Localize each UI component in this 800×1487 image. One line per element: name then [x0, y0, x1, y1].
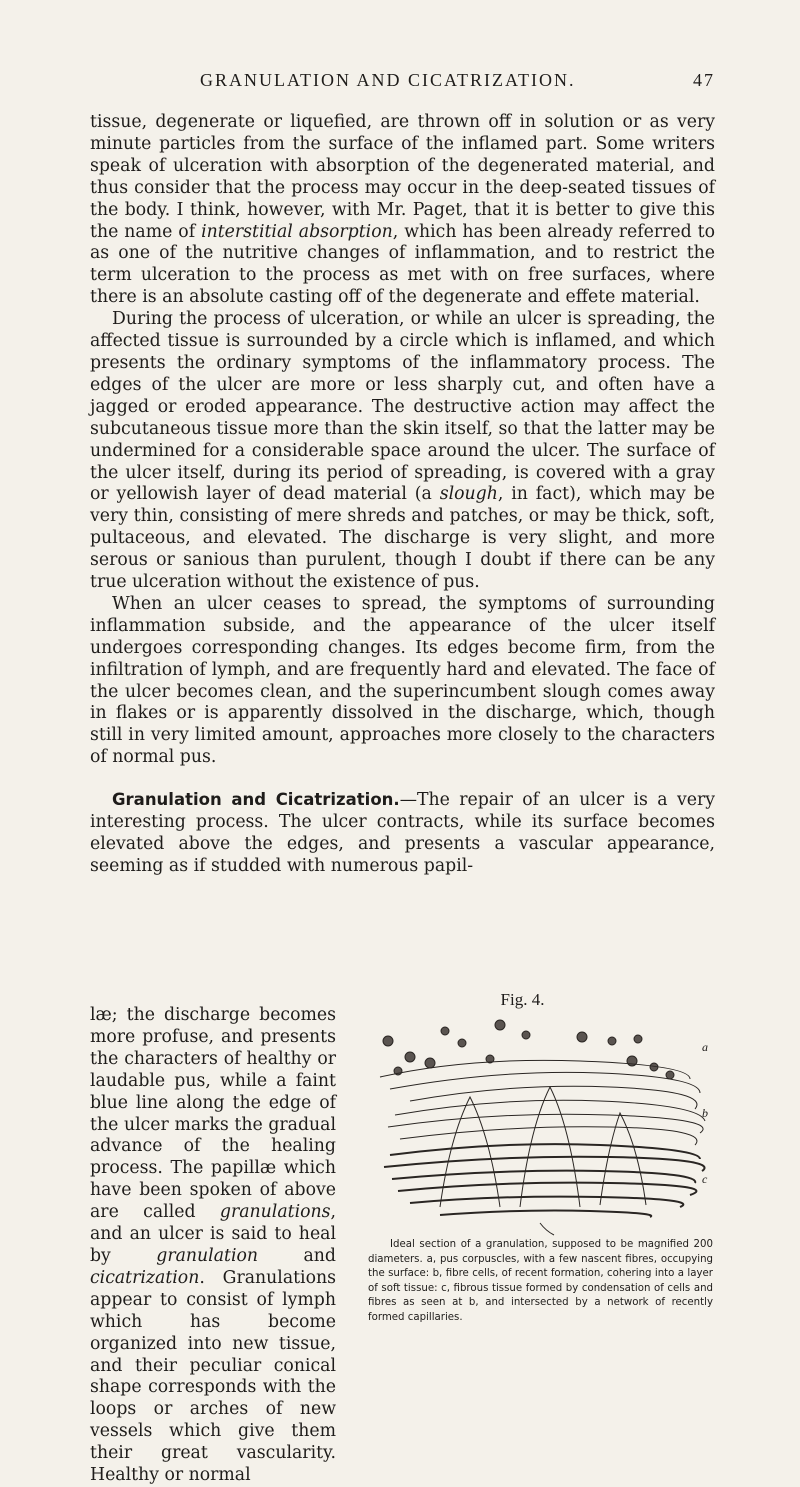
section-intro-text: —The repair of an ulcer is a very interesting process. The ulcer contracts, while its surface becomes elevated above the edges, and presents a vascular appearance, seeming as if studded with numerous papil-: [90, 790, 715, 876]
paragraph-1: [90, 112, 715, 309]
running-header: [90, 70, 715, 94]
wrapped-column-text: [90, 1005, 336, 1487]
main-text: [90, 112, 715, 878]
col-text-d: . Granulations appear to consist of lymph which has become organized into new tissue, and their peculiar conical shape corresponds with the loops or arches of new vessels which give them their great vascularity. Healthy or normal: [90, 1267, 336, 1486]
p2-emphasis: slough: [439, 484, 498, 505]
running-title: GRANULATION AND CICATRIZATION.: [200, 70, 576, 90]
section-intro: [90, 789, 715, 878]
p1-emphasis: interstitial absorption: [201, 221, 393, 242]
page-number: 47: [693, 70, 715, 90]
p1-text-b: , which has been already referred to as one of the nutritive changes of inflammation, and to restrict the term ulceration to the process as met with on free surfaces, where there is an absolute casting off of the degenerate and effete material.: [90, 221, 715, 308]
paragraph-3: When an ulcer ceases to spread, the symptoms of surrounding inflammation subside, and the appearance of the ulcer itself undergoes corresponding changes. Its edges become firm, from the infiltration of lymph, and are frequently hard and elevated. The face of the ulcer becomes clean, and the superincumbent slough comes away in flakes or is apparently dissolved in the discharge, which, though still in very limited amount, approaches more closely to the characters of normal pus.: [90, 593, 715, 768]
section-heading: Granulation and Cicatrization.: [112, 790, 400, 810]
figure-letter-a: a: [702, 1040, 708, 1054]
col-text-a: læ; the discharge becomes more profuse, and presents the characters of healthy or laudable pus, while a faint blue line along the edge of the ulcer marks the gradual advance of the healing process. The papillæ which have been spoken of above are called: [90, 1005, 336, 1223]
figure-caption-text: Ideal section of a granulation, supposed to be magnified 200 diameters. a, pus corpuscles, with a few nascent fibres, occupying the surface: b, fibre cells, of recent formation, cohering into a layer of soft tissue: c, fibrous tissue formed by condensation of cells and fibres as seen at b, and intersected by a network of recently formed capillaries.: [368, 1239, 713, 1323]
col-text-b: , and an ulcer is said to heal by: [90, 1202, 336, 1266]
figure-letter-b: b: [702, 1106, 708, 1120]
col-emphasis-3: cicatrization: [90, 1267, 200, 1288]
col-text-c: and: [258, 1245, 336, 1266]
col-emphasis-2: granulation: [156, 1245, 259, 1266]
figure-letter-c: c: [702, 1172, 708, 1186]
p2-text-b: , in fact), which may be very thin, consisting of mere shreds and patches, or may be thick, soft, pultaceous, and elevated. The discharge is very slight, and more serous or sanious than purulent, though I doubt if there can be any true ulceration without the existence of pus.: [90, 484, 715, 593]
col-emphasis-1: granulations: [219, 1202, 331, 1223]
paragraph-2: [90, 309, 715, 594]
pus-corpuscles: [383, 1020, 674, 1079]
granulation-illustration: [350, 1017, 720, 1239]
figure-caption: [368, 1238, 713, 1325]
p1-text-a: tissue, degenerate or liquefied, are thrown off in solution or as very minute particles from the surface of the inflamed part. Some writers speak of ulceration with absorption of the degenerated material, and thus consider that the process may occur in the deep-seated tissues of the body. I think, however, with Mr. Paget, that it is better to give this the name of: [90, 112, 715, 242]
p2-text-a: During the process of ulceration, or while an ulcer is spreading, the affected tissue is surrounded by a circle which is inflamed, and which presents the ordinary symptoms of the inflammatory process. The edges of the ulcer are more or less sharply cut, and often have a jagged or eroded appearance. The destructive action may affect the subcutaneous tissue more than the skin itself, so that the latter may be undermined for a considerable space around the ulcer. The surface of the ulcer itself, during its period of spreading, is covered with a gray or yellowish layer of dead material (a: [90, 309, 715, 505]
figure-label: Fig. 4.: [500, 990, 545, 1009]
